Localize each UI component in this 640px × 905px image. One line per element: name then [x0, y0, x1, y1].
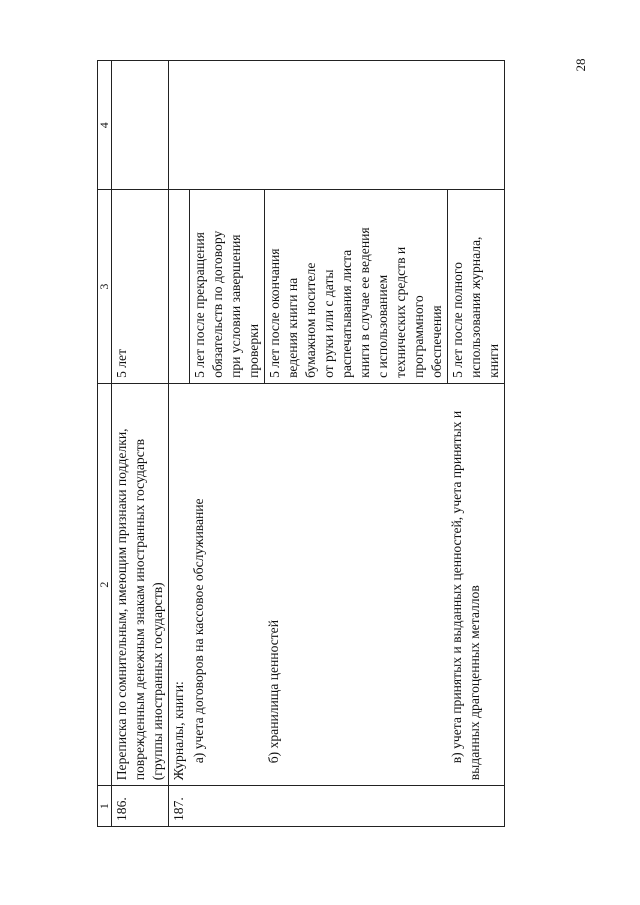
term-line: 5 лет после прекращения — [191, 232, 207, 378]
label-line: в) учета принятых и выданных ценностей, учета принятых и — [449, 410, 464, 764]
row-term: 5 лет — [112, 190, 169, 384]
row-note — [112, 61, 169, 190]
subitem-term — [264, 190, 447, 384]
term-line: обеспечения — [428, 305, 444, 378]
subitem-label: б) хранилища ценностей — [264, 383, 447, 785]
term-line: проверки — [245, 324, 261, 378]
term-line: бумажном носителе — [302, 262, 318, 378]
text-line: поврежденным денежным знакам иностранных государств — [132, 438, 147, 781]
row-term — [169, 190, 190, 384]
text-line: Переписка по сомнительным, имеющим признаки подделки, — [114, 428, 129, 781]
text-line: (группы иностранных государств) — [150, 582, 165, 781]
records-table — [97, 60, 505, 827]
row-number: 187. — [169, 786, 505, 827]
subitem-term — [447, 190, 504, 384]
term-line: книги в случае ее ведения — [356, 227, 372, 378]
row-description: Журналы, книги: — [169, 383, 190, 785]
term-line: ведения книги на — [284, 277, 300, 378]
subitem-label: а) учета договоров на кассовое обслуживание — [189, 383, 264, 785]
subitem-label — [447, 383, 504, 785]
term-line: распечатывания листа — [338, 249, 354, 378]
header-cell: 2 — [98, 383, 112, 785]
page-number: 28 — [573, 58, 588, 72]
header-cell: 3 — [98, 190, 112, 384]
term-line: 5 лет после полного — [449, 262, 465, 378]
row-number: 186. — [112, 786, 169, 827]
row-description — [112, 383, 169, 785]
header-cell: 4 — [98, 61, 112, 190]
table-row-187 — [169, 61, 190, 827]
term-line: технических средств и — [392, 246, 408, 378]
term-line: использования журнала, — [467, 236, 483, 378]
term-line: программного — [410, 295, 426, 378]
term-line: с использованием — [374, 274, 390, 378]
term-line: книги — [485, 343, 501, 378]
label-line: выданных драгоценных металлов — [467, 585, 482, 781]
term-line: 5 лет после окончания — [266, 248, 282, 378]
term-line: при условии завершения — [227, 234, 243, 378]
row-note — [169, 61, 505, 190]
subitem-term — [189, 190, 264, 384]
header-cell: 1 — [98, 786, 112, 827]
table-header-row — [98, 61, 112, 827]
term-line: от руки или с даты — [320, 269, 336, 378]
table-row-186 — [112, 61, 169, 827]
term-line: обязательств по договору — [209, 230, 225, 378]
document-table-rotated — [97, 60, 501, 827]
